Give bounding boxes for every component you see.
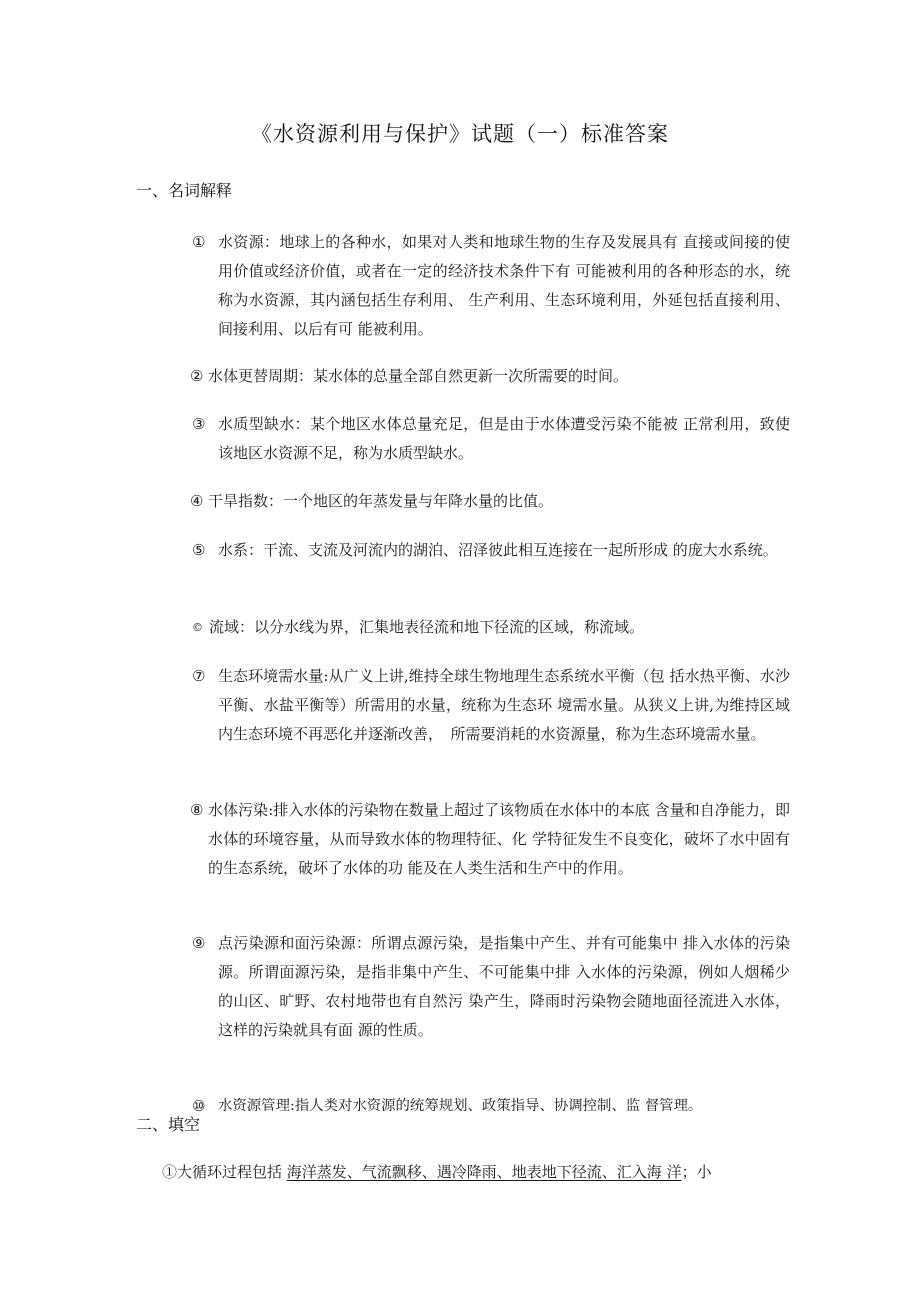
item-marker: ⑤ [192, 541, 206, 559]
definition-item [192, 1092, 792, 1121]
fill-answer: 海洋蒸发、气流飘移、遇冷降雨、地表地下径流、汇入海 洋 [286, 1163, 682, 1181]
item-marker: ⑨ [192, 934, 206, 952]
item-text: 流域：以分水线为界，汇集地表径流和地下径流的区域，称流域。 [209, 618, 645, 636]
item-marker: ⑩ [192, 1097, 206, 1115]
item-marker: ⑦ [192, 667, 206, 685]
item-marker: ① [192, 233, 206, 251]
item-text: 水体更替周期：某水体的总量全部自然更新一次所需要的时间。 [208, 367, 629, 385]
fill-suffix: ；小 [681, 1163, 712, 1181]
definition-item [192, 662, 790, 778]
item-marker: ⑧ [190, 801, 204, 819]
fill-prefix: ①大循环过程包括 [162, 1163, 283, 1181]
item-marker: © [192, 621, 203, 634]
item-text: 水质型缺水：某个地区水体总量充足，但是由于水体遭受污染不能被 正常利用，致使该地区水资源不足，称为水质型缺水。 [218, 415, 790, 462]
definition-item [190, 487, 790, 516]
definition-item [190, 796, 790, 912]
section-heading-definitions: 一、名词解释 [136, 181, 233, 200]
definition-item [192, 613, 790, 642]
item-text: 水资源：地球上的各种水，如果对人类和地球生物的生存及发展具有 直接或间接的使用价值或经济价值，或者在一定的经济技术条件下有 可能被利用的各种形态的水，统称为水资源，其内涵包括生存利用、 生产利用、生态环境利用，外延包括直接利用、间接利用、以后有可 能被利用。 [218, 233, 790, 338]
definition-item [192, 410, 790, 468]
item-marker: ④ [190, 492, 204, 510]
item-text: 点污染源和面污染源：所谓点源污染，是指集中产生、并有可能集中 排入水体的污染源。所谓面源污染，是指非集中产生、不可能集中排 入水体的污染源，例如人烟稀少的山区、旷野、农村地带也有自然污 染产生，降雨时污染物会随地面径流进入水体，这样的污染就具有面 源的性质。 [218, 934, 790, 1039]
item-marker: ③ [192, 415, 206, 433]
item-text: 生态环境需水量:从广义上讲,维持全球生物地理生态系统水平衡（包 括水热平衡、水沙平衡、水盐平衡等）所需用的水量，统称为生态环 境需水量。从狭义上讲,为维持区域内生态环境不再恶化并逐渐改善， 所需要消耗的水资源量，称为生态环境需水量。 [218, 667, 790, 743]
section-heading-fill-blanks: 二、填空 [136, 1115, 201, 1134]
item-text: 水体污染:排入水体的污染物在数量上超过了该物质在水体中的本底 含量和自净能力，即水体的环境容量，从而导致水体的物理特征、化 学特征发生不良变化，破坏了水中固有的生态系统，破坏了水体的功 能及在人类生活和生产中的作用。 [208, 801, 790, 877]
definition-item [192, 228, 790, 344]
definition-item [192, 536, 790, 594]
item-text: 水系：干流、支流及河流内的湖泊、沼泽彼此相互连接在一起所形成 的庞大水系统。 [218, 541, 778, 559]
definition-item [190, 362, 790, 391]
item-text: 水资源管理:指人类对水资源的统筹规划、政策指导、协调控制、监 督管理。 [218, 1098, 703, 1114]
definition-item [192, 929, 790, 1074]
document-title: 《水资源利用与保护》试题（一）标准答案 [251, 122, 669, 146]
item-text: 干旱指数：一个地区的年蒸发量与年降水量的比值。 [208, 492, 554, 510]
item-marker: ② [190, 367, 204, 385]
fill-blank-item [162, 1158, 790, 1187]
